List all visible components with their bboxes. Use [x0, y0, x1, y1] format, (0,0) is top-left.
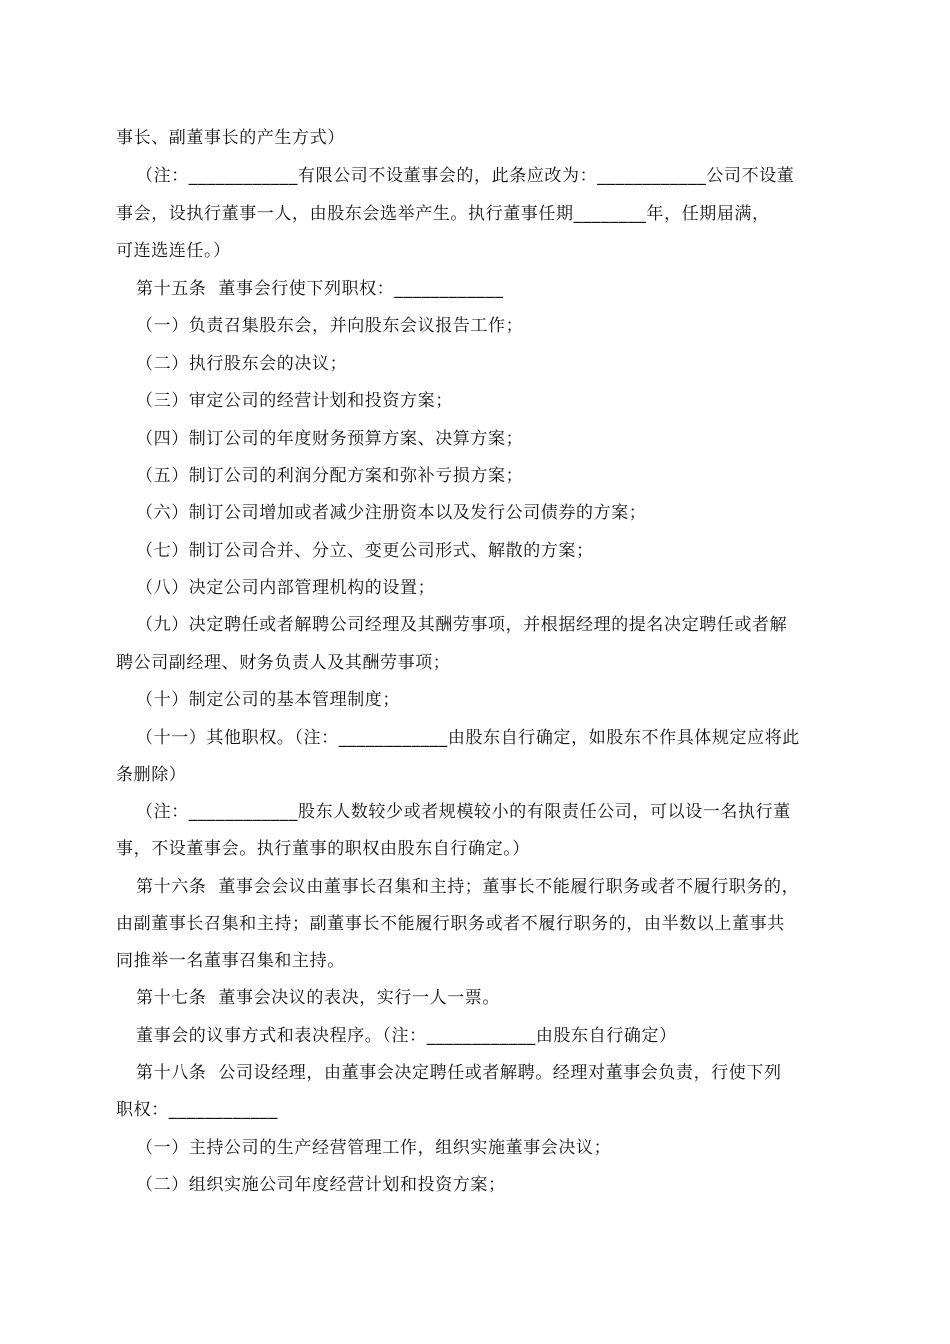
text-line: 由副董事长召集和主持；副董事长不能履行职务或者不履行职务的，由半数以上董事共	[116, 914, 785, 934]
text-line: （四）制订公司的年度财务预算方案、决算方案；	[136, 429, 524, 449]
text-line: 第十八条 公司设经理，由董事会决定聘任或者解聘。经理对董事会负责，行使下列	[136, 1063, 782, 1083]
text-line: （八）决定公司内部管理机构的设置；	[136, 578, 436, 598]
text-line: 董事会的议事方式和表决程序。（注：____________由股东自行确定）	[136, 1026, 677, 1046]
text-line: （十）制定公司的基本管理制度；	[136, 690, 400, 710]
text-line: （九）决定聘任或者解聘公司经理及其酬劳事项，并根据经理的提名决定聘任或者解	[136, 615, 788, 635]
text-line: 第十六条 董事会会议由董事长召集和主持；董事长不能履行职务或者不履行职务的，	[136, 877, 800, 897]
text-line: 事，不设董事会。执行董事的职权由股东自行确定。）	[116, 839, 530, 859]
text-line: （十一）其他职权。（注：____________由股东自行确定，如股东不作具体规定应将此	[136, 728, 800, 748]
text-line: 同推举一名董事召集和主持。	[116, 951, 345, 971]
text-line: （三）审定公司的经营计划和投资方案；	[136, 391, 453, 411]
text-line: 可连选连任。）	[116, 241, 231, 261]
text-line: 第十七条 董事会决议的表决，实行一人一票。	[136, 988, 501, 1008]
text-line: （七）制订公司合并、分立、变更公司形式、解散的方案；	[136, 541, 594, 561]
text-line: （二）组织实施公司年度经营计划和投资方案；	[136, 1175, 506, 1195]
text-line: 第十五条 董事会行使下列职权：____________	[136, 279, 504, 299]
text-line: 聘公司副经理、财务负责人及其酬劳事项；	[116, 653, 451, 673]
text-line: （六）制订公司增加或者减少注册资本以及发行公司债券的方案；	[136, 503, 647, 523]
text-line: （二）执行股东会的决议；	[136, 354, 348, 374]
text-line: 职权：____________	[116, 1100, 278, 1120]
text-line: （一）负责召集股东会，并向股东会议报告工作；	[136, 316, 524, 336]
text-line: （一）主持公司的生产经营管理工作，组织实施董事会决议；	[136, 1138, 612, 1158]
text-line: 事会，设执行董事一人，由股东会选举产生。执行董事任期________年，任期届满，	[116, 204, 770, 224]
text-line: （注：____________有限公司不设董事会的，此条应改为：____________公司不设董	[136, 166, 795, 186]
text-line: （注：____________股东人数较少或者规模较小的有限责任公司，可以设一名执行董	[136, 802, 791, 822]
text-line: 事长、副董事长的产生方式）	[116, 128, 345, 148]
text-line: 条删除）	[116, 765, 187, 785]
text-line: （五）制订公司的利润分配方案和弥补亏损方案；	[136, 466, 524, 486]
